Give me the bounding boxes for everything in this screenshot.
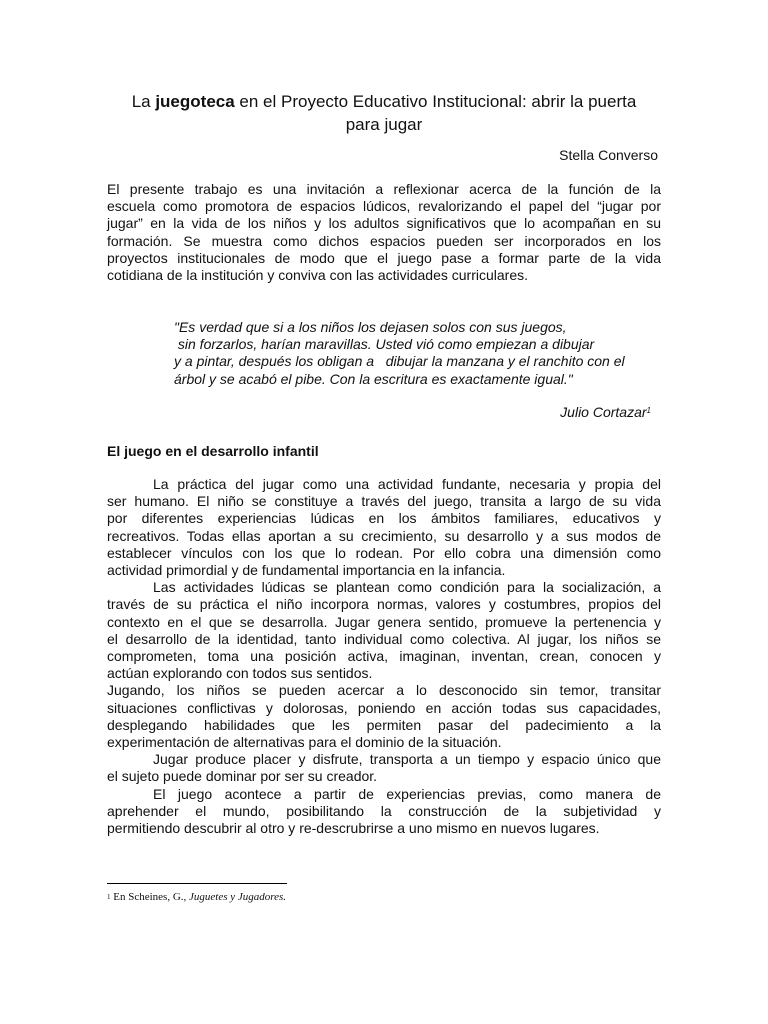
intro-paragraph <box>107 181 661 284</box>
text-line: aprehender el mundo, posibilitando la construcción de la subjetividad y <box>107 802 661 819</box>
text-line: actividad primordial y de fundamental importancia en la infancia. <box>107 562 506 579</box>
text-line: desplegando habilidades que les permiten pasar del padecimiento a la <box>107 716 661 733</box>
title-prefix: La <box>131 92 156 111</box>
footnote <box>107 889 286 906</box>
text-line: ser humano. El niño se constituye a través del juego, transita a largo de su vida <box>107 493 661 510</box>
quote-author-name: Julio Cortazar <box>560 404 647 420</box>
text-line: situaciones conflictivas y dolorosas, poniendo en acción todas sus capacidades, <box>107 699 661 716</box>
text-line: proyectos institucionales de modo que el juego pase a formar parte de la vida <box>107 249 661 266</box>
text-line: establecer vínculos con los que lo rodean. Por ello cobra una dimensión como <box>107 544 661 561</box>
body-paragraph <box>107 682 661 751</box>
title-bold-word: juegoteca <box>155 92 235 111</box>
text-line: El juego acontece a partir de experiencias previas, como manera de <box>153 785 661 802</box>
footnote-text: En Scheines, G., <box>110 891 190 903</box>
footnote-reference[interactable]: 1 <box>646 406 651 415</box>
text-line: formación. Se muestra como dichos espacios pueden ser incorporados en los <box>107 232 661 249</box>
text-line: través de su práctica el niño incorpora normas, valores y costumbres, propios del <box>107 596 661 613</box>
text-line: actúan explorando con todos sus sentidos. <box>107 665 373 682</box>
quote-author <box>560 404 651 421</box>
quote-line: sin forzarlos, harían maravillas. Usted vió como empiezan a dibujar <box>174 336 595 353</box>
text-line: El presente trabajo es una invitación a reflexionar acerca de la función de la <box>107 181 661 197</box>
section-heading: El juego en el desarrollo infantil <box>107 443 319 459</box>
text-line: escuela como promotora de espacios lúdicos, revalorizando el papel del “jugar por <box>107 198 661 215</box>
text-line: cotidiana de la institución y conviva con las actividades curriculares. <box>107 267 528 284</box>
footnote-divider <box>107 883 287 884</box>
text-line: el sujeto puede dominar por ser su creador. <box>107 768 378 785</box>
text-line: recreativos. Todas ellas aportan a su crecimiento, su desarrollo y a sus modos de <box>107 527 661 544</box>
text-line: por diferentes experiencias lúdicas en los ámbitos familiares, educativos y <box>107 510 661 527</box>
text-line: contexto en el que se desarrolla. Jugar genera sentido, promueve la pertenencia y <box>107 613 661 630</box>
text-line: comprometen, toma una posición activa, imaginan, inventan, crean, conocen y <box>107 648 661 665</box>
quote-line: y a pintar, después los obligan a dibujar la manzana y el ranchito con el <box>174 353 625 370</box>
text-line: Jugar produce placer y disfrute, transporta a un tiempo y espacio único que <box>153 751 661 768</box>
text-line: experimentación de alternativas para el dominio de la situación. <box>107 734 502 751</box>
text-line: jugar” en la vida de los niños y los adultos significativos que lo acompañan en su <box>107 215 661 232</box>
quote-line: "Es verdad que si a los niños los dejasen solos con sus juegos, <box>174 319 567 335</box>
quote-line: árbol y se acabó el pibe. Con la escritura es exactamente igual." <box>174 370 573 387</box>
text-line: el desarrollo de la identidad, tanto individual como colectiva. Al jugar, los niños se <box>107 630 661 647</box>
text-line: Las actividades lúdicas se plantean como condición para la socialización, a <box>153 579 661 596</box>
body-text <box>107 476 661 837</box>
title-line-2: para jugar <box>345 115 423 134</box>
body-paragraph <box>107 579 661 682</box>
body-paragraph <box>107 751 661 785</box>
text-line: permitiendo descubrir al otro y re-descrubrirse a uno mismo en nuevos lugares. <box>107 820 600 837</box>
body-paragraph <box>107 786 661 838</box>
document-title <box>107 90 661 136</box>
footnote-book-title: Juguetes y Jugadores. <box>189 891 287 903</box>
body-paragraph <box>107 476 661 579</box>
title-rest: en el Proyecto Educativo Institucional: abrir la puerta <box>234 92 637 111</box>
epigraph-quote <box>174 319 664 388</box>
text-line: Jugando, los niños se pueden acercar a lo desconocido sin temor, transitar <box>107 682 661 699</box>
text-line: La práctica del jugar como una actividad fundante, necesaria y propia del <box>153 476 661 492</box>
footnote-mark: 1 <box>107 893 111 901</box>
author-name: Stella Converso <box>559 147 658 163</box>
